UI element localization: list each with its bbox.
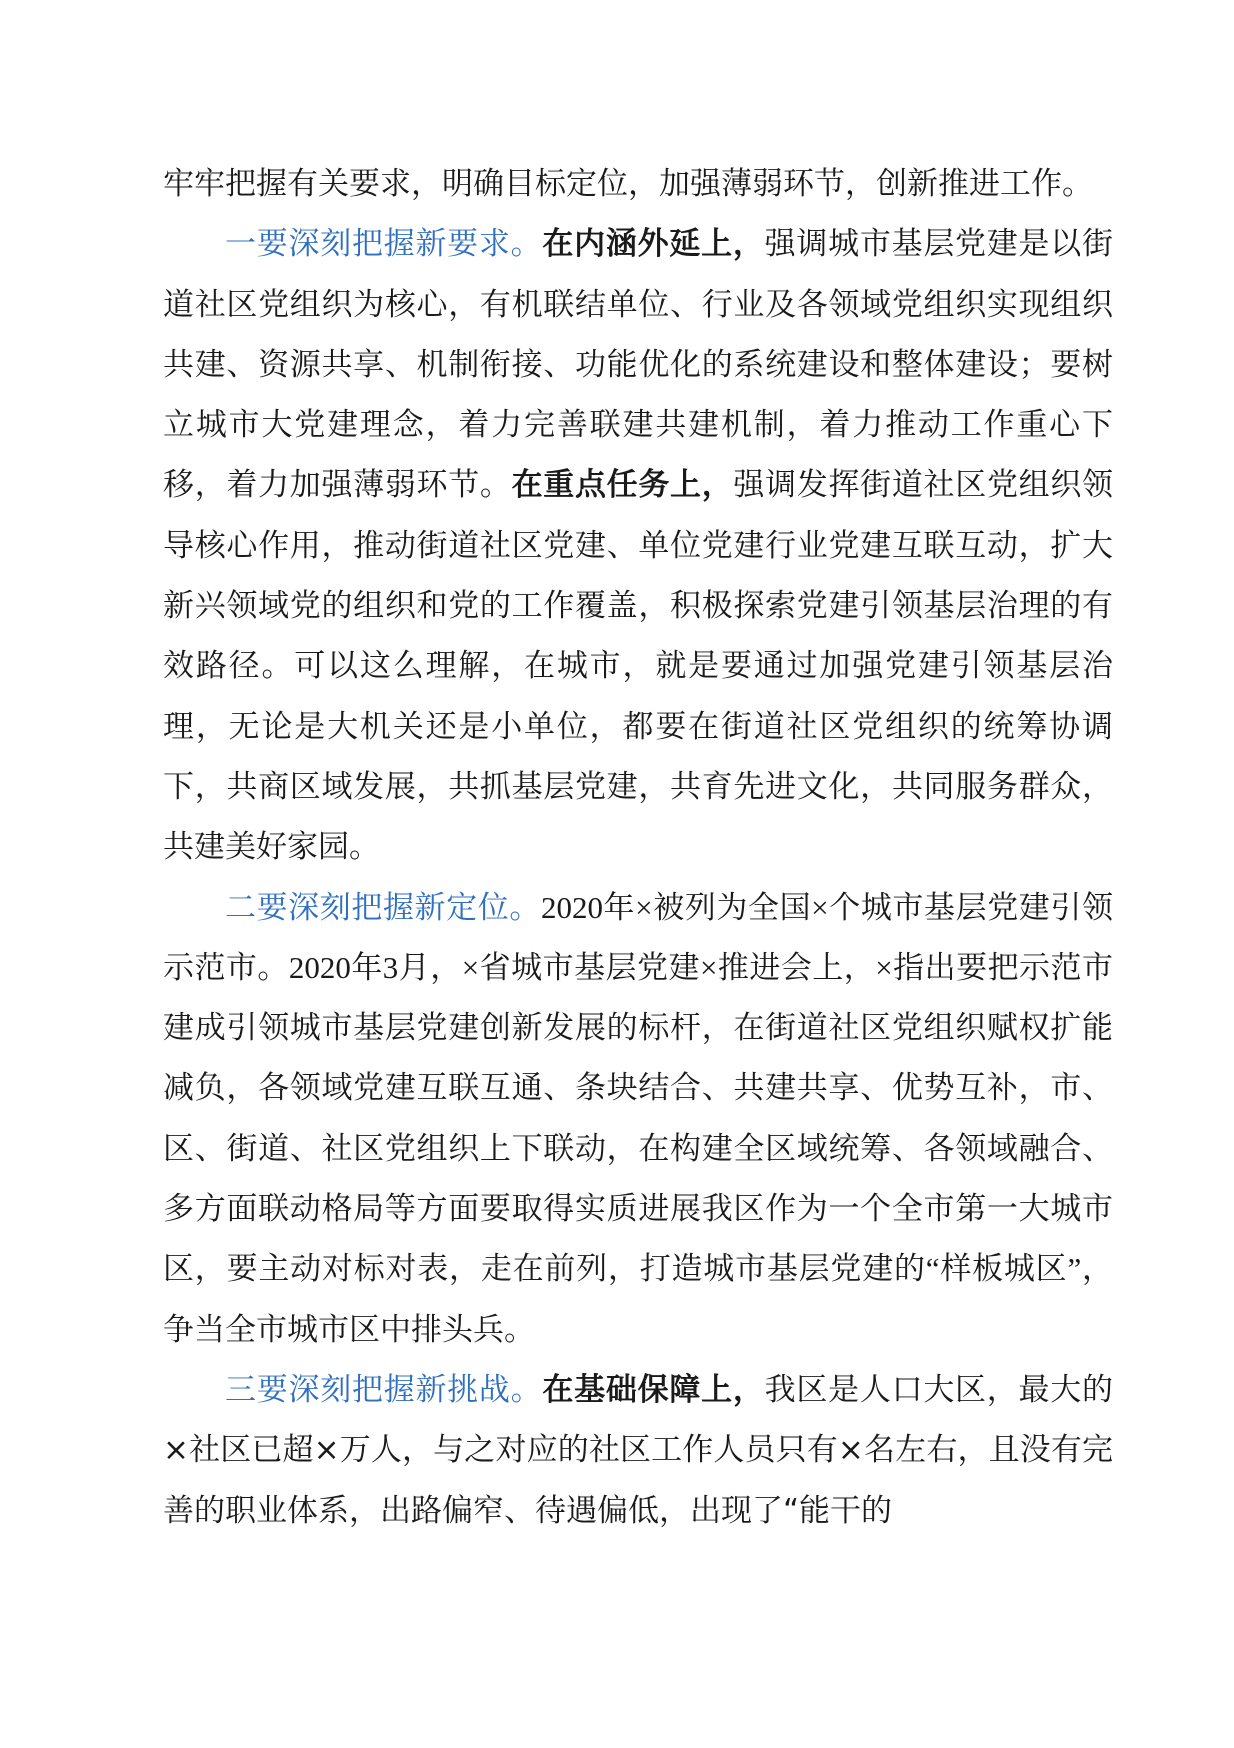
bold-lead-connotation: 在内涵外延上， xyxy=(542,226,765,263)
bold-lead-key-tasks: 在重点任务上， xyxy=(511,467,734,504)
document-body xyxy=(163,154,1113,1541)
paragraph-new-positioning xyxy=(163,878,1113,1360)
paragraph-challenges-text: 我区是人口大区，最大的×社区已超×万人，与之对应的社区工作人员只有×名左右，且没有完善的职业体系，出路偏窄、待遇偏低，出现了“能干的 xyxy=(163,1371,1114,1529)
paragraph-positioning-text: 2020年×被列为全国×个城市基层党建引领示范市。2020年3月，×省城市基层党建×推进会上，×指出要把示范市建成引领城市基层党建创新发展的标杆，在街道社区党组织赋权扩能减负，各领域党建互联互通、条块结合、共建共享、优势互补，市、区、街道、社区党组织上下联动，在构建全区域统筹、各领域融合、多方面联动格局等方面要取得实质进展我区作为一个全市第一大城市区，要主动对标对表，走在前列，打造城市基层党建的“样板城区”，争当全市城市区中排头兵。 xyxy=(163,889,1113,1347)
bold-lead-foundation: 在基础保障上， xyxy=(542,1371,765,1408)
section-heading-challenges: 三要深刻把握新挑战。 xyxy=(225,1371,543,1408)
section-heading-requirements: 一要深刻把握新要求。 xyxy=(225,226,543,263)
paragraph-new-requirements xyxy=(163,214,1113,877)
paragraph-requirements-text-2: 强调发挥街道社区党组织领导核心作用，推动街道社区党建、单位党建行业党建互联互动，扩大新兴领域党的组织和党的工作覆盖，积极探索党建引领基层治理的有效路径。可以这么理解，在城市，就是要通过加强党建引领基层治理，无论是大机关还是小单位，都要在街道社区党组织的统筹协调下，共商区域发展，共抓基层党建，共育先进文化，共同服务群众，共建美好家园。 xyxy=(163,467,1114,866)
paragraph-intro xyxy=(163,154,1113,214)
section-heading-positioning: 二要深刻把握新定位。 xyxy=(225,889,541,926)
paragraph-requirements-text-1: 强调城市基层党建是以街道社区党组织为核心，有机联结单位、行业及各领域党组织实现组织共建、资源共享、机制衔接、功能优化的系统建设和整体建设；要树立城市大党建理念，着力完善联建共建机制，着力推动工作重心下移，着力加强薄弱环节。 xyxy=(163,226,1114,504)
paragraph-new-challenges xyxy=(163,1360,1113,1541)
paragraph-intro-text: 牢牢把握有关要求，明确目标定位，加强薄弱环节，创新推进工作。 xyxy=(163,166,1093,202)
